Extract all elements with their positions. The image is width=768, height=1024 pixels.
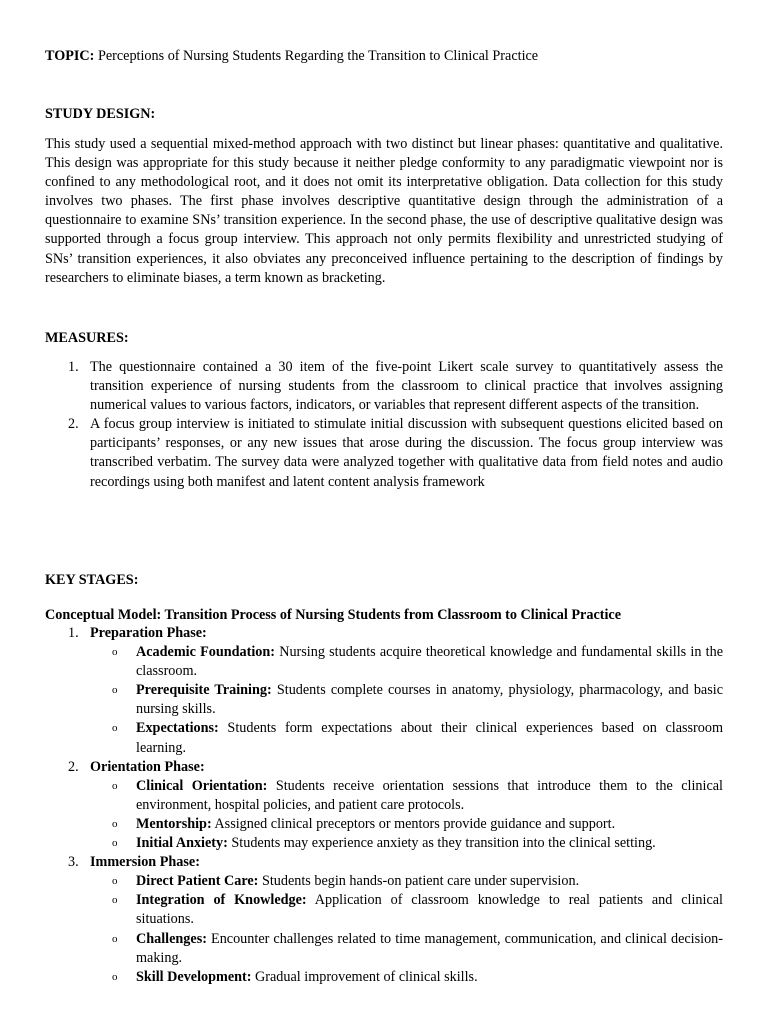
phase-sub-item: o Integration of Knowledge: Application of classroom knowledge to real patients and clinical situations. (112, 892, 723, 928)
measures-heading: MEASURES: (45, 330, 129, 346)
phase-number: 2. (68, 758, 79, 775)
phase-sub-item: o Skill Development: Gradual improvement of clinical skills. (90, 968, 723, 987)
phase-sub-item: o Challenges: Encounter challenges related to time management, communication, and clinical decision-making. (112, 930, 723, 966)
bullet-circle-icon: o (112, 722, 118, 735)
phase-sub-item: o Expectations: Students form expectations about their clinical experiences based on classroom learning. (112, 720, 723, 756)
phase-sub-item: o Academic Foundation: Nursing students acquire theoretical knowledge and fundamental skills in the classroom. (112, 644, 723, 680)
measure-item (45, 358, 723, 415)
measure-number: 1. (68, 359, 79, 375)
conceptual-model-title: Conceptual Model: Transition Process of Nursing Students from Classroom to Clinical Practice (45, 607, 622, 623)
phase-number: 3. (68, 854, 79, 871)
study-design-heading: STUDY DESIGN: (45, 106, 156, 122)
topic-label: TOPIC: (45, 48, 95, 64)
topic-text: Perceptions of Nursing Students Regarding the Transition to Clinical Practice (94, 48, 539, 64)
bullet-circle-icon: o (112, 646, 118, 659)
phase-sub-item: o Prerequisite Training: Students complete courses in anatomy, physiology, pharmacology, and basic nursing skills. (112, 682, 723, 718)
measure-number: 2. (68, 416, 79, 433)
phase-sub-item: o Direct Patient Care: Students begin hands-on patient care under supervision. (90, 872, 723, 891)
phase-sub-item: o Mentorship: Assigned clinical preceptors or mentors provide guidance and support. (90, 815, 723, 834)
phase-sub-item: o Clinical Orientation: Students receive orientation sessions that introduce them to the clinical environment, hospital policies, and patient care protocols. (112, 777, 723, 813)
phase-title: Immersion Phase: (90, 854, 200, 871)
bullet-circle-icon: o (112, 970, 118, 983)
phase-item-immersion (45, 853, 723, 987)
phase-item-preparation (45, 624, 723, 758)
key-stages-heading: KEY STAGES: (45, 572, 139, 588)
bullet-circle-icon: o (112, 779, 118, 792)
bullet-circle-icon: o (112, 837, 118, 850)
phase-number: 1. (68, 625, 79, 641)
phase-title: Orientation Phase: (90, 758, 205, 775)
measure-item (45, 415, 723, 491)
bullet-circle-icon: o (112, 684, 118, 697)
bullet-circle-icon: o (112, 875, 118, 888)
study-design-paragraph: This study used a sequential mixed-method approach with two distinct but linear phases: quantitative and qualitative. This design was appropriate for this study because it neither pledge conformity to any paradigmatic viewpoint nor is confined to any methodological root, and it does not omit its interpretative obligation. Data collection for this study involves two phases. The first phase involves descriptive quantitative design through the administration of a questionnaire to examine SNs’ transition experience. In the second phase, the use of descriptive qualitative design was supported through a focus group interview. This approach not only permits flexibility and unrestricted studying of SNs’ transition experiences, it also obviates any preconceived influence pertaining to the description of findings by researchers to eliminate biases, a term known as bracketing. (45, 136, 723, 286)
bullet-circle-icon: o (112, 817, 118, 830)
measure-text: The questionnaire contained a 30 item of the five-point Likert scale survey to quantitatively assess the transition experience of nursing students from the classroom to clinical practice that involves assigning numerical values to various factors, indicators, or variables that represent different aspects of the transition. (90, 359, 723, 414)
phases-list (45, 624, 723, 987)
phase-item-orientation (45, 758, 723, 853)
measures-list (45, 358, 723, 492)
bullet-circle-icon: o (112, 894, 118, 907)
topic-line (45, 47, 723, 66)
bullet-circle-icon: o (112, 932, 118, 945)
phase-sub-item: o Initial Anxiety: Students may experience anxiety as they transition into the clinical setting. (90, 834, 723, 853)
phase-title: Preparation Phase: (90, 625, 207, 641)
measure-text: A focus group interview is initiated to stimulate initial discussion with subsequent questions elicited based on participants’ responses, or any new issues that arose during the discussion. The focus group interview was transcribed verbatim. The survey data were analyzed together with qualitative data from field notes and audio recordings using both manifest and latent content analysis framework (90, 416, 723, 490)
